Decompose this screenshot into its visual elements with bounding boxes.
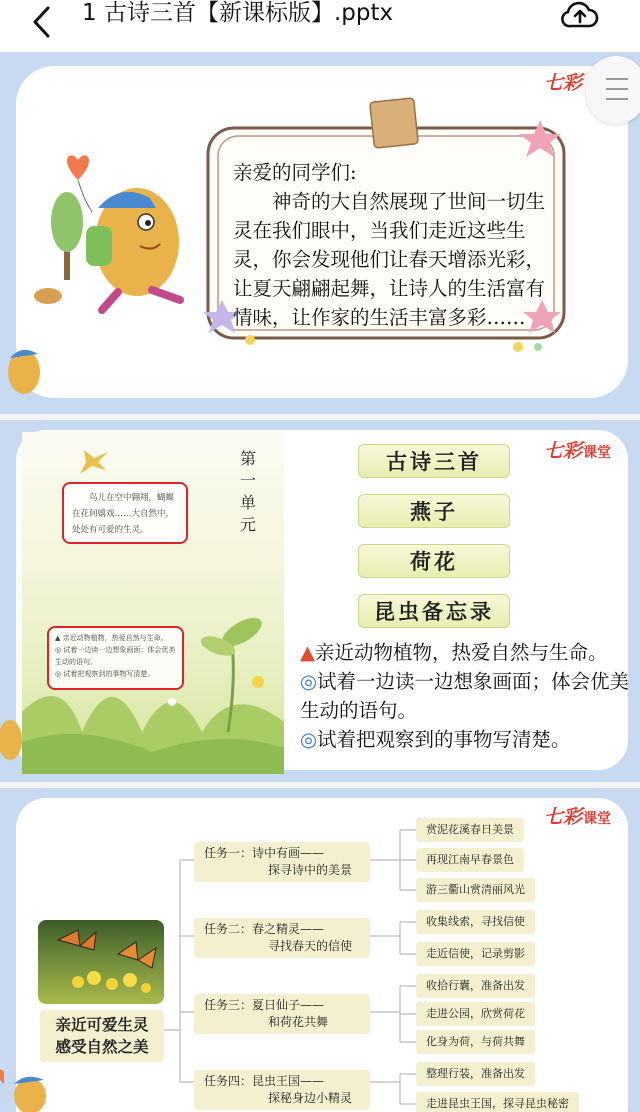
root-line: 感受自然之美 (55, 1037, 149, 1056)
lesson-title: 燕子 (358, 494, 510, 528)
task-subtitle: 探寻诗中的美景 (268, 863, 353, 877)
goal-item: ▲亲近动物植物，热爱自然与生命。 (300, 641, 608, 664)
task-title: 任务一：诗中有画—— (204, 846, 325, 860)
lesson-title: 荷花 (358, 544, 510, 578)
task-item: 收拾行囊，准备出发 (416, 974, 535, 998)
task-title: 任务二：春之精灵—— (204, 922, 325, 936)
task-title: 任务三：夏日仙子—— (204, 998, 325, 1012)
lesson-title: 昆虫备忘录 (358, 594, 510, 628)
letter-greeting: 亲爱的同学们: (233, 161, 357, 184)
qicai-logo: 七彩 (544, 72, 583, 94)
root-line: 亲近可爱生灵 (55, 1015, 149, 1034)
task-item: 化身为荷，与荷共舞 (416, 1030, 535, 1054)
task-subtitle: 探秘身边小精灵 (268, 1091, 353, 1105)
book-goal: ▲ 亲近动物植物，热爱自然与生命。 (55, 634, 168, 642)
lesson-title: 古诗三首 (358, 444, 510, 478)
qicai-ketang-logo: 七彩课堂 (544, 806, 612, 828)
task-title: 任务四：昆虫王国—— (204, 1074, 325, 1088)
task-item: 游三衢山赏清丽风光 (416, 878, 535, 902)
task-item: 再现江南早春景色 (416, 848, 524, 872)
qicai-ketang-logo: 七彩课堂 (544, 440, 612, 462)
task-subtitle: 和荷花共舞 (268, 1015, 329, 1029)
goal-item: ◎试着把观察到的事物写清楚。 (300, 728, 571, 751)
unit-label: 第一单元 (240, 449, 257, 534)
book-goal: ◎ 试着一边读一边想象画面；体会优美生动的语句。 (55, 646, 176, 666)
task-item: 赏泥花溪春日美景 (416, 818, 524, 842)
letter-body: 神奇的大自然展现了世间一切生灵在我们眼中，当我们走近这些生灵，你会发现他们让春天增添光彩，让夏天翩翩起舞，让诗人的生活富有情味，让作家的生活丰富多彩…… (233, 190, 546, 329)
book-goal: ◎ 试着把观察到的事物写清楚。 (55, 670, 155, 678)
task-subtitle: 寻找春天的信使 (268, 939, 353, 953)
goal-item: ◎试着一边读一边想象画面；体会优美生动的语句。 (300, 670, 630, 722)
task-item: 收集线索，寻找信使 (416, 910, 535, 934)
task-item: 走进公园，欣赏荷花 (416, 1002, 535, 1026)
book-quote-box: 鸟儿在空中翱翔，蝴蝶在花间嬉戏……大自然中，处处有可爱的生灵。 (62, 482, 188, 544)
task-item: 走进昆虫王国，探寻昆虫秘密 (416, 1092, 579, 1112)
task-item: 走近信使，记录剪影 (416, 942, 535, 966)
task-item: 整理行装，准备出发 (416, 1062, 535, 1086)
document-title: 1 古诗三首【新课标版】.pptx (82, 0, 394, 26)
